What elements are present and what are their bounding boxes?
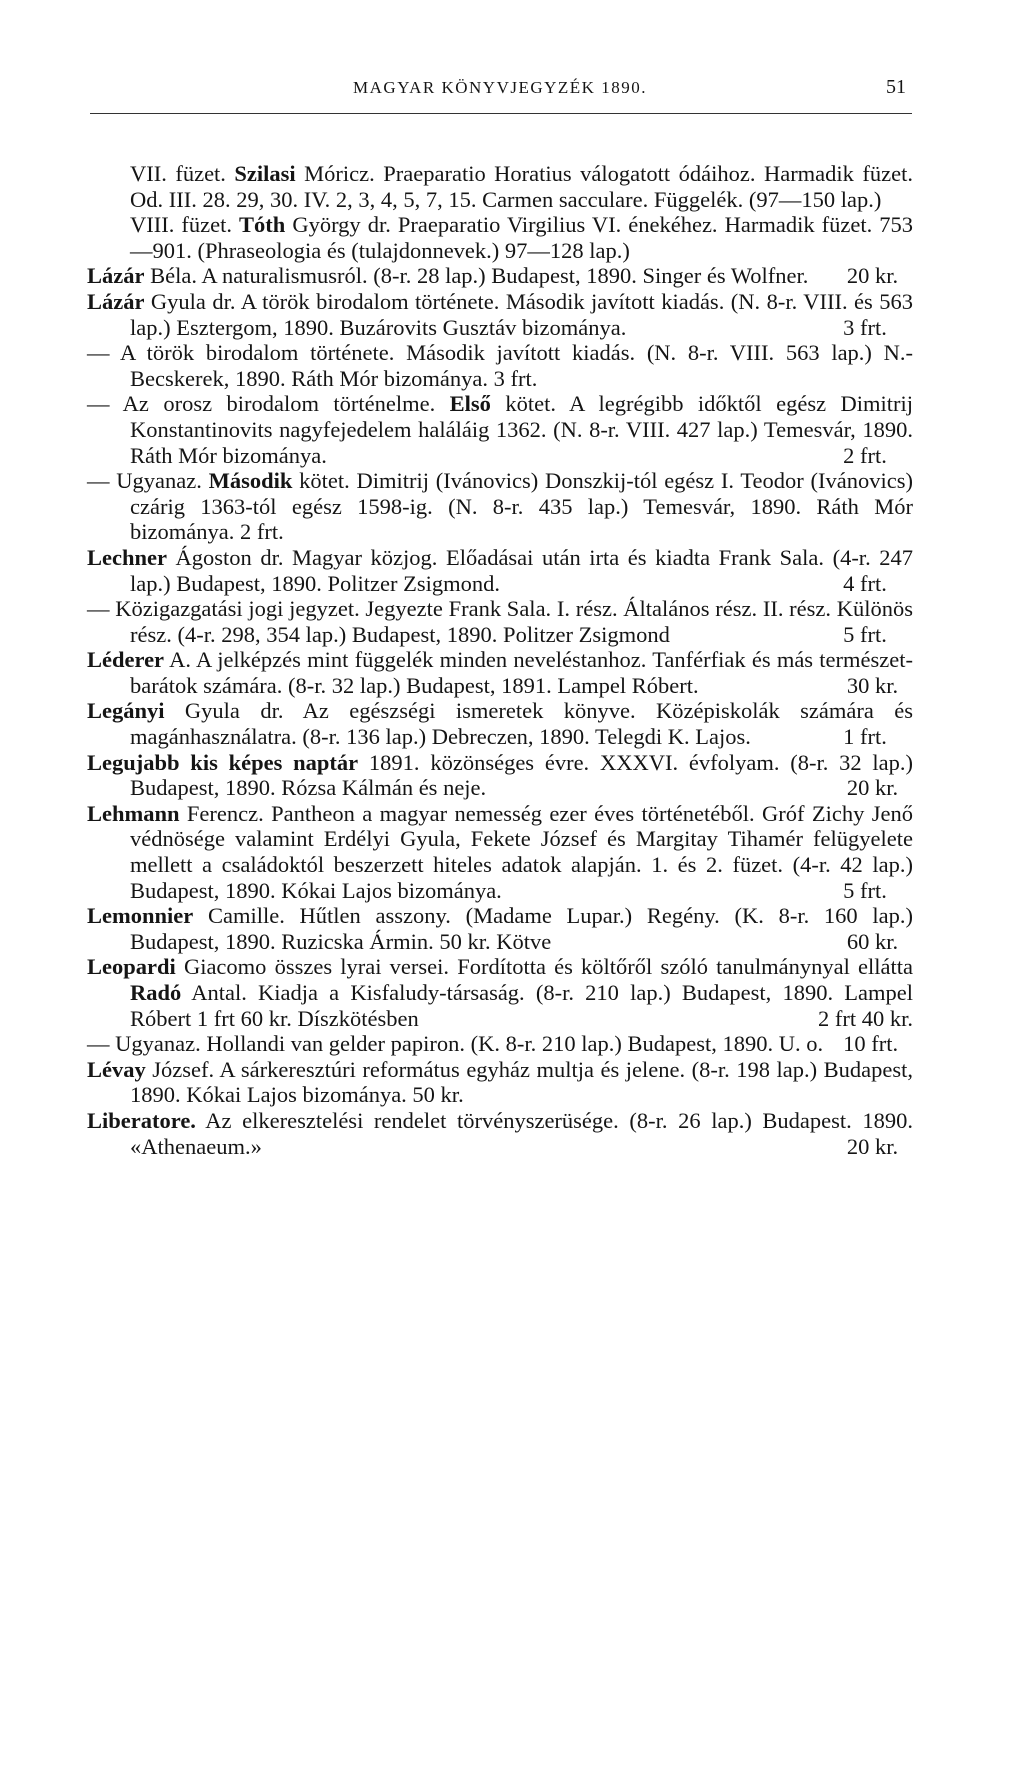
entry-price: 20 kr. <box>846 263 899 289</box>
entry-text: kötet. A legrégibb időktől egész Dimitrij Konstantinovits nagyfejedelem haláláig 1362. (N. 8-r. VIII. 427 lap.) Temesvár, 1890. Ráth Mór bizománya. <box>130 391 913 468</box>
entry-text: Ferencz. Pantheon a magyar nemesség ezer éves történetéből. Gróf Zichy Jenő védnösége valamint Erdélyi Gyula, Fekete József és Margitay Tihamér felügyelete mellett a családoktól beszerzett hiteles adatok alapján. 1. és 2. füzet. (4-r. 42 lap.) Budapest, 1890. Kókai Lajos bizománya. <box>130 800 913 903</box>
entry-text: — Az orosz birodalom történelme. <box>87 391 450 417</box>
entry-price: 60 kr. <box>846 928 899 954</box>
entry-price: 2 frt. <box>843 442 887 468</box>
bibliography-entry <box>87 1031 913 1057</box>
entry-price: 30 kr. <box>846 672 899 698</box>
bibliography-entry <box>87 391 913 468</box>
bibliography-entry <box>87 903 913 954</box>
entry-text: Camille. Hűtlen asszony. (Madame Lupar.) Regény. (K. 8-r. 160 lap.) Budapest, 1890. Ruzicska Ármin. 50 kr. Kötve <box>130 903 913 954</box>
entry-price: 4 frt. <box>843 570 887 596</box>
bibliography-entry <box>87 1057 913 1108</box>
entry-text: — Ugyanaz. Hollandi van gelder papiron. (K. 8-r. 210 lap.) Budapest, 1890. U. o. <box>87 1031 824 1057</box>
entry-text: Béla. A naturalismusról. (8-r. 28 lap.) Budapest, 1890. Singer és Wolfner. <box>144 263 809 289</box>
entry-text: József. A sárkeresztúri református egyház multja és jelene. (8-r. 198 lap.) Budapest, 1890. Kókai Lajos bizománya. 50 kr. <box>130 1056 913 1108</box>
header-rule <box>90 113 912 114</box>
entry-text: — A török birodalom története. Második javított kiadás. (N. 8-r. VIII. 563 lap.) N.-Becskerek, 1890. Ráth Mór bizománya. 3 frt. <box>87 340 913 391</box>
bibliography-entry <box>87 545 913 596</box>
bibliography-entry <box>87 263 913 289</box>
bibliography-entry <box>87 750 913 801</box>
entry-author: Második <box>208 468 293 494</box>
entry-author: Legujabb kis képes naptár <box>87 749 359 775</box>
bibliography-entry <box>87 289 913 340</box>
entry-author: Legányi <box>87 698 165 724</box>
entry-author: Radó <box>130 980 182 1005</box>
bibliography-entry <box>87 698 913 749</box>
entry-author: Szilasi <box>234 161 296 186</box>
entry-text: — Ugyanaz. <box>87 468 209 494</box>
entry-price: 5 frt. <box>843 877 887 903</box>
bibliography-entry <box>87 161 913 212</box>
running-header <box>90 78 910 98</box>
entry-author: Lehmann <box>87 800 180 826</box>
entry-author: Tóth <box>239 212 286 238</box>
entry-text: kötet. Dimitrij (Ivánovics) Donszkij-tól egész I. Teodor (Ivánovics) czárig 1363-tól egész 1598-ig. (N. 8-r. 435 lap.) Temesvár, 1890. Ráth Mór bizománya. 2 frt. <box>130 468 913 545</box>
entry-text: György dr. Praeparatio Virgilius VI. énekéhez. Harmadik füzet. 753—901. (Phraseologia és (tulajdonnevek.) 97—128 lap.) <box>130 212 913 263</box>
bibliography-entry <box>87 340 913 391</box>
bibliography-entry <box>87 212 913 263</box>
entry-author: Lemonnier <box>87 903 194 929</box>
entry-text: VII. füzet. <box>130 161 235 186</box>
bibliography-entries <box>87 161 913 1159</box>
bibliography-entry <box>87 954 913 1031</box>
entry-price: 1 frt. <box>843 724 887 750</box>
entry-price: 10 frt. <box>843 1031 899 1057</box>
entry-price: 3 frt. <box>843 314 887 340</box>
entry-text: Gyula dr. Az egészségi ismeretek könyve. Középiskolák számára és magánhasználatra. (8-r. 136 lap.) Debreczen, 1890. Telegdi K. Lajos. <box>130 698 913 750</box>
entry-text: VIII. füzet. <box>130 212 240 238</box>
bibliography-entry <box>87 647 913 698</box>
entry-text: Az elkeresztelési rendelet törvényszerüsége. (8-r. 26 lap.) Budapest. 1890. «Athenaeum.» <box>130 1107 913 1159</box>
bibliography-entry <box>87 801 913 903</box>
entry-author: Leopardi <box>87 954 176 980</box>
bibliography-entry <box>87 468 913 545</box>
entry-author: Léderer <box>87 647 165 673</box>
entry-text: Antal. Kiadja a Kisfaludy-társaság. (8-r. 210 lap.) Budapest, 1890. Lampel Róbert 1 frt 60 kr. Díszkötésben <box>130 980 913 1031</box>
entry-author: Lázár <box>87 263 145 289</box>
entry-text: — Közigazgatási jogi jegyzet. Jegyezte Frank Sala. I. rész. Általános rész. II. rész. Különös rész. (4-r. 298, 354 lap.) Budapest, 1890. Politzer Zsigmond <box>87 596 913 647</box>
entry-text: 1891. közönséges évre. XXXVI. évfolyam. (8-r. 32 lap.) Budapest, 1890. Rózsa Kálmán és neje. <box>130 749 913 801</box>
bibliography-entry <box>87 1108 913 1159</box>
header-title: MAGYAR KÖNYVJEGYZÉK 1890. <box>353 78 647 97</box>
entry-text: Móricz. Praeparatio Horatius válogatott ódáihoz. Harmadik füzet. Od. III. 28. 29, 30. IV. 2, 3, 4, 5, 7, 15. Carmen sacculare. Függelék. (97—150 lap.) <box>130 161 913 212</box>
entry-text: Ágoston dr. Magyar közjog. Előadásai után irta és kiadta Frank Sala. (4-r. 247 lap.) Budapest, 1890. Politzer Zsigmond. <box>130 544 913 596</box>
entry-text: Giacomo összes lyrai versei. Fordította és költőről szóló tanulmánynyal ellátta <box>175 954 913 980</box>
entry-author: Lechner <box>87 544 167 570</box>
entry-author: Liberatore. <box>87 1107 196 1133</box>
bibliography-entry <box>87 596 913 647</box>
entry-price: 20 kr. <box>846 775 899 801</box>
entry-author: Lázár <box>87 288 145 314</box>
entry-price: 20 kr. <box>846 1133 899 1159</box>
entry-price: 5 frt. <box>843 621 887 647</box>
page-number: 51 <box>886 76 906 98</box>
entry-author: Első <box>449 391 491 417</box>
entry-text: Gyula dr. A török birodalom története. Második javított kiadás. (N. 8-r. VIII. és 563 lap.) Esztergom, 1890. Buzárovits Gusztáv bizománya. <box>130 288 913 340</box>
entry-author: Lévay <box>87 1056 146 1082</box>
entry-price: 2 frt 40 kr. <box>818 1005 913 1031</box>
entry-text: A. A jelképzés mint függelék minden neveléstanhoz. Tanférfiak és más természet-barátok számára. (8-r. 32 lap.) Budapest, 1891. Lampel Róbert. <box>130 647 913 698</box>
